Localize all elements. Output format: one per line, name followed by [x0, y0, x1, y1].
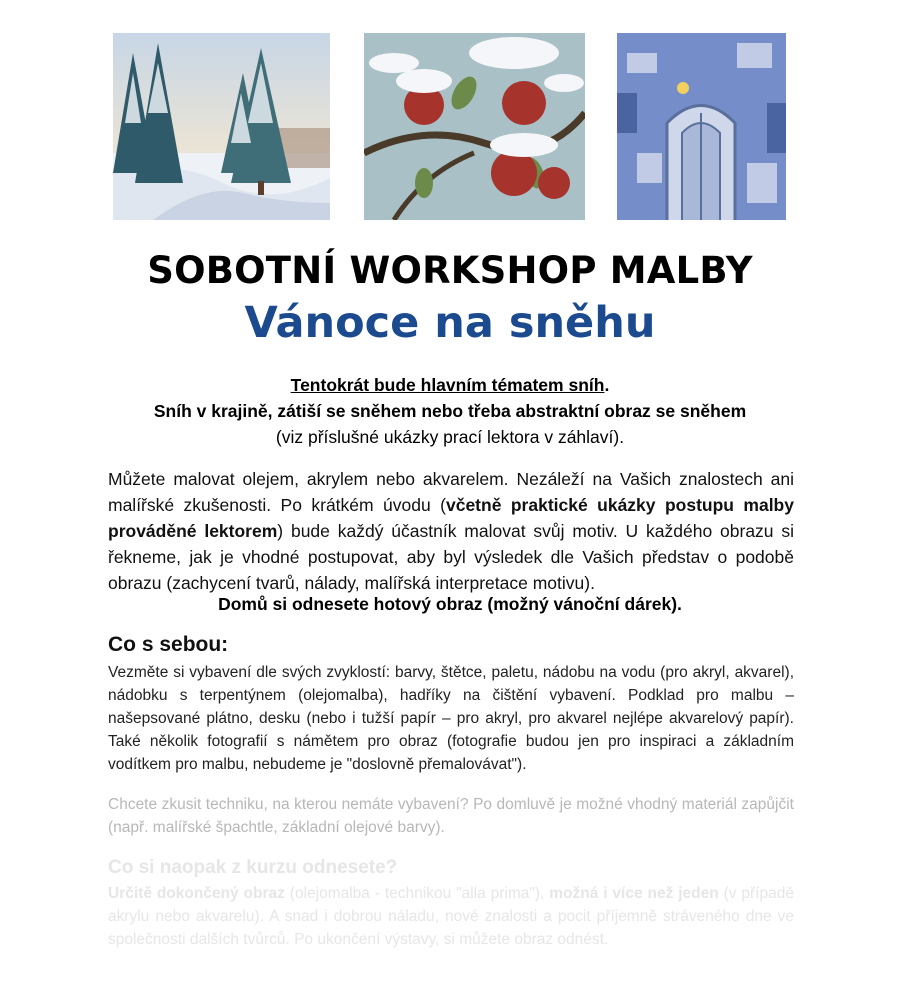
intro-topic: Tentokrát bude hlavním tématem sníh: [290, 375, 605, 395]
what-to-bring-heading: Co s sebou:: [108, 633, 229, 656]
description-highlight: včetně praktické ukázky postupu malby prováděné lektorem: [108, 495, 794, 541]
equipment-rental-text: Chcete zkusit techniku, na kterou nemáte vybavení? Po domluvě je možné vhodný materiál zapůjčit (např. malířské špachtle, základní olejové barvy).: [108, 796, 794, 836]
what-you-take-away-text: Určitě dokončený obraz (olejomalba - technikou "alla prima"), možná i více než jeden (v případě akrylu nebo akvarelu). A snad i dobrou náladu, nové znalosti a pocit příjemně stráveného dne ve společnosti dalších tvůrců. Po ukončení výstavy, si můžete obraz odnést.: [108, 885, 794, 948]
intro-line-3: (viz příslušné ukázky prací lektora v záhlaví).: [275, 427, 625, 447]
snowy-landscape-painting: [113, 33, 330, 220]
what-to-bring-text: Vezměte si vybavení dle svých zvyklostí: barvy, štětce, paletu, nádobu na vodu (pro akryl, akvarel), nádobku s terpentýnem (olejomalba), hadříky na čištění vybavení. Podklad pro malbu – našepsované plátno, desku (nebo i tužší papír – pro akryl, pro akvarel nejlépe akvarelový papír). Také několik fotografií s námětem pro obraz (fotografie budou jen pro inspiraci a základním vodítkem pro malbu, nebudeme je "doslovně přemalovávat").: [108, 664, 794, 773]
take-home-note: Domů si odnesete hotový obraz (možný vánoční dárek).: [218, 594, 682, 614]
intro-line-1: Tentokrát bude hlavním tématem sníh.: [290, 375, 610, 395]
abstract-snow-painting: [617, 33, 786, 220]
intro-line-2: Sníh v krajině, zátiší se sněhem nebo třeba abstraktní obraz se sněhem: [153, 401, 747, 421]
snowy-apples-painting: [364, 33, 585, 220]
what-you-take-away-heading: Co si naopak z kurzu odnesete?: [108, 857, 398, 878]
painting-gallery: [0, 33, 900, 220]
workshop-description: Můžete malovat olejem, akrylem nebo akvarelem. Nezáleží na Vašich znalostech ani malířské zkušenosti. Po krátkém úvodu (včetně praktické ukázky postupu malby prováděné lektorem) bude každý účastník malovat svůj motiv. U každého obrazu si řekneme, jak je vhodné postupovat, aby byl výsledek dle Vašich představ o podobě obrazu (zachycení tvarů, nálady, malířská interpretace motivu).: [108, 469, 795, 593]
page-title: SOBOTNÍ WORKSHOP MALBY: [147, 249, 753, 292]
page-subtitle: Vánoce na sněhu: [244, 298, 656, 348]
intro-block: [100, 372, 800, 450]
